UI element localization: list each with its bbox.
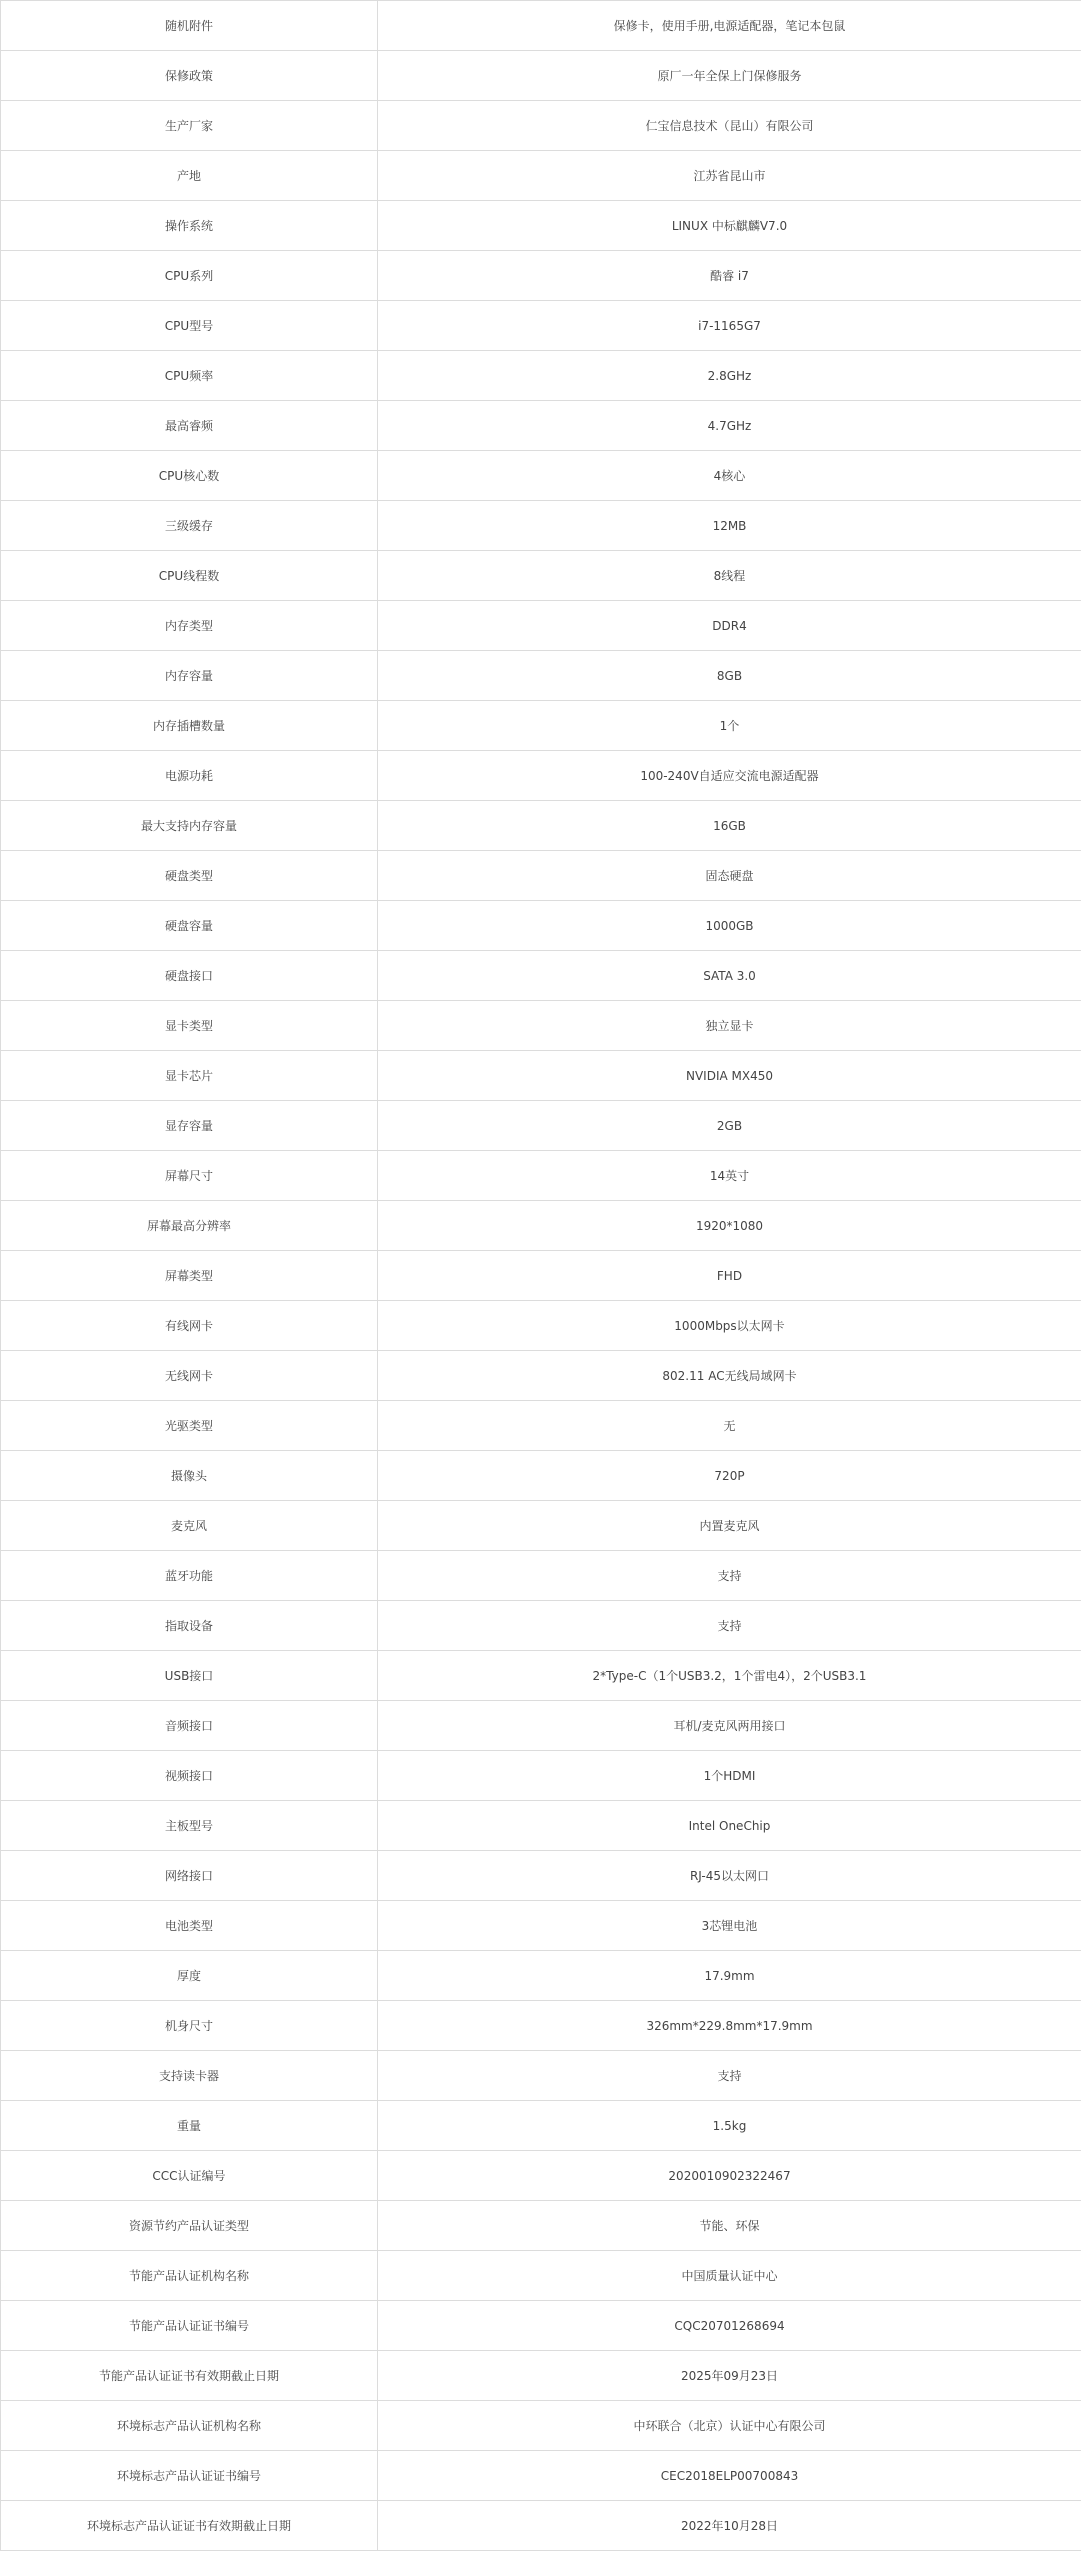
spec-table-body xyxy=(1,1,1081,2551)
table-row xyxy=(1,2251,1081,2301)
spec-value: NVIDIA MX450 xyxy=(378,1051,1081,1101)
table-row xyxy=(1,2401,1081,2451)
table-row xyxy=(1,401,1081,451)
spec-label: 屏幕尺寸 xyxy=(1,1151,378,1201)
spec-value: 3芯锂电池 xyxy=(378,1901,1081,1951)
spec-value: 2020010902322467 xyxy=(378,2151,1081,2201)
table-row xyxy=(1,1,1081,51)
table-row xyxy=(1,1451,1081,1501)
table-row xyxy=(1,1201,1081,1251)
spec-value: 8GB xyxy=(378,651,1081,701)
table-row xyxy=(1,351,1081,401)
spec-label: 节能产品认证证书编号 xyxy=(1,2301,378,2351)
spec-value: FHD xyxy=(378,1251,1081,1301)
spec-label: 环境标志产品认证机构名称 xyxy=(1,2401,378,2451)
table-row xyxy=(1,2051,1081,2101)
spec-label: 随机附件 xyxy=(1,1,378,51)
table-row xyxy=(1,1101,1081,1151)
table-row xyxy=(1,1501,1081,1551)
spec-value: 支持 xyxy=(378,1601,1081,1651)
table-row xyxy=(1,101,1081,151)
spec-label: 资源节约产品认证类型 xyxy=(1,2201,378,2251)
spec-label: 环境标志产品认证证书有效期截止日期 xyxy=(1,2501,378,2551)
spec-value: 2022年10月28日 xyxy=(378,2501,1081,2551)
spec-value: 1.5kg xyxy=(378,2101,1081,2151)
table-row xyxy=(1,1401,1081,1451)
table-row xyxy=(1,2001,1081,2051)
table-row xyxy=(1,651,1081,701)
table-row xyxy=(1,1851,1081,1901)
spec-value: 720P xyxy=(378,1451,1081,1501)
spec-value: 16GB xyxy=(378,801,1081,851)
table-row xyxy=(1,1551,1081,1601)
table-row xyxy=(1,1601,1081,1651)
table-row xyxy=(1,2201,1081,2251)
spec-label: 硬盘接口 xyxy=(1,951,378,1001)
spec-value: 酷睿 i7 xyxy=(378,251,1081,301)
spec-label: 最高睿频 xyxy=(1,401,378,451)
spec-label: 机身尺寸 xyxy=(1,2001,378,2051)
spec-value: 1000Mbps以太网卡 xyxy=(378,1301,1081,1351)
spec-value: 4.7GHz xyxy=(378,401,1081,451)
table-row xyxy=(1,751,1081,801)
spec-value: DDR4 xyxy=(378,601,1081,651)
spec-label: 操作系统 xyxy=(1,201,378,251)
spec-value: 江苏省昆山市 xyxy=(378,151,1081,201)
spec-value: 保修卡，使用手册,电源适配器，笔记本包鼠 xyxy=(378,1,1081,51)
table-row xyxy=(1,1801,1081,1851)
spec-label: 厚度 xyxy=(1,1951,378,2001)
table-row xyxy=(1,2301,1081,2351)
spec-label: 显卡类型 xyxy=(1,1001,378,1051)
spec-label: 最大支持内存容量 xyxy=(1,801,378,851)
table-row xyxy=(1,2151,1081,2201)
table-row xyxy=(1,2501,1081,2551)
spec-value: 2025年09月23日 xyxy=(378,2351,1081,2401)
table-row xyxy=(1,451,1081,501)
spec-label: 光驱类型 xyxy=(1,1401,378,1451)
spec-value: 支持 xyxy=(378,2051,1081,2101)
spec-value: 节能、环保 xyxy=(378,2201,1081,2251)
spec-label: 视频接口 xyxy=(1,1751,378,1801)
table-row xyxy=(1,1951,1081,2001)
spec-label: 节能产品认证机构名称 xyxy=(1,2251,378,2301)
table-row xyxy=(1,1651,1081,1701)
spec-value: 2.8GHz xyxy=(378,351,1081,401)
spec-label: 屏幕最高分辨率 xyxy=(1,1201,378,1251)
spec-value: 100-240V自适应交流电源适配器 xyxy=(378,751,1081,801)
table-row xyxy=(1,301,1081,351)
spec-label: 节能产品认证证书有效期截止日期 xyxy=(1,2351,378,2401)
spec-label: 重量 xyxy=(1,2101,378,2151)
spec-value: 4核心 xyxy=(378,451,1081,501)
spec-label: CPU系列 xyxy=(1,251,378,301)
spec-value: 326mm*229.8mm*17.9mm xyxy=(378,2001,1081,2051)
spec-label: 屏幕类型 xyxy=(1,1251,378,1301)
spec-value: 中环联合（北京）认证中心有限公司 xyxy=(378,2401,1081,2451)
spec-value: 支持 xyxy=(378,1551,1081,1601)
spec-value: RJ-45以太网口 xyxy=(378,1851,1081,1901)
table-row xyxy=(1,1351,1081,1401)
spec-value: 原厂一年全保上门保修服务 xyxy=(378,51,1081,101)
spec-label: 内存容量 xyxy=(1,651,378,701)
spec-value: 12MB xyxy=(378,501,1081,551)
table-row xyxy=(1,1901,1081,1951)
spec-value: CQC20701268694 xyxy=(378,2301,1081,2351)
table-row xyxy=(1,201,1081,251)
table-row xyxy=(1,1251,1081,1301)
table-row xyxy=(1,2101,1081,2151)
spec-value: 1个 xyxy=(378,701,1081,751)
spec-value: 独立显卡 xyxy=(378,1001,1081,1051)
spec-label: 三级缓存 xyxy=(1,501,378,551)
spec-value: 17.9mm xyxy=(378,1951,1081,2001)
spec-label: 麦克风 xyxy=(1,1501,378,1551)
table-row xyxy=(1,1001,1081,1051)
spec-value: 中国质量认证中心 xyxy=(378,2251,1081,2301)
spec-value: 无 xyxy=(378,1401,1081,1451)
spec-label: 音频接口 xyxy=(1,1701,378,1751)
spec-label: CPU线程数 xyxy=(1,551,378,601)
table-row xyxy=(1,801,1081,851)
spec-label: USB接口 xyxy=(1,1651,378,1701)
table-row xyxy=(1,251,1081,301)
spec-value: 8线程 xyxy=(378,551,1081,601)
table-row xyxy=(1,1751,1081,1801)
spec-label: 显卡芯片 xyxy=(1,1051,378,1101)
spec-label: 内存插槽数量 xyxy=(1,701,378,751)
spec-value: 2GB xyxy=(378,1101,1081,1151)
spec-label: 指取设备 xyxy=(1,1601,378,1651)
spec-value: 2*Type-C（1个USB3.2，1个雷电4），2个USB3.1 xyxy=(378,1651,1081,1701)
spec-value: 1920*1080 xyxy=(378,1201,1081,1251)
spec-label: 蓝牙功能 xyxy=(1,1551,378,1601)
table-row xyxy=(1,951,1081,1001)
spec-label: 摄像头 xyxy=(1,1451,378,1501)
spec-label: 主板型号 xyxy=(1,1801,378,1851)
spec-label: 有线网卡 xyxy=(1,1301,378,1351)
spec-label: 网络接口 xyxy=(1,1851,378,1901)
spec-label: 电源功耗 xyxy=(1,751,378,801)
table-row xyxy=(1,2451,1081,2501)
table-row xyxy=(1,1151,1081,1201)
table-row xyxy=(1,701,1081,751)
table-row xyxy=(1,1301,1081,1351)
spec-value: LINUX 中标麒麟V7.0 xyxy=(378,201,1081,251)
spec-label: CPU型号 xyxy=(1,301,378,351)
spec-label: CPU核心数 xyxy=(1,451,378,501)
spec-value: 耳机/麦克风两用接口 xyxy=(378,1701,1081,1751)
spec-value: 1个HDMI xyxy=(378,1751,1081,1801)
spec-value: 内置麦克风 xyxy=(378,1501,1081,1551)
spec-label: 显存容量 xyxy=(1,1101,378,1151)
table-row xyxy=(1,1701,1081,1751)
table-row xyxy=(1,51,1081,101)
spec-value: SATA 3.0 xyxy=(378,951,1081,1001)
spec-label: 支持读卡器 xyxy=(1,2051,378,2101)
spec-label: 生产厂家 xyxy=(1,101,378,151)
spec-label: 保修政策 xyxy=(1,51,378,101)
spec-label: 电池类型 xyxy=(1,1901,378,1951)
spec-label: 环境标志产品认证证书编号 xyxy=(1,2451,378,2501)
spec-label: 产地 xyxy=(1,151,378,201)
table-row xyxy=(1,151,1081,201)
spec-value: Intel OneChip xyxy=(378,1801,1081,1851)
table-row xyxy=(1,501,1081,551)
table-row xyxy=(1,601,1081,651)
table-row xyxy=(1,1051,1081,1101)
spec-value: 仁宝信息技术（昆山）有限公司 xyxy=(378,101,1081,151)
spec-value: 1000GB xyxy=(378,901,1081,951)
spec-value: i7-1165G7 xyxy=(378,301,1081,351)
table-row xyxy=(1,901,1081,951)
spec-label: 硬盘类型 xyxy=(1,851,378,901)
table-row xyxy=(1,551,1081,601)
spec-label: 硬盘容量 xyxy=(1,901,378,951)
spec-value: 14英寸 xyxy=(378,1151,1081,1201)
spec-label: 内存类型 xyxy=(1,601,378,651)
spec-label: CPU频率 xyxy=(1,351,378,401)
spec-label: CCC认证编号 xyxy=(1,2151,378,2201)
table-row xyxy=(1,2351,1081,2401)
spec-value: CEC2018ELP00700843 xyxy=(378,2451,1081,2501)
spec-label: 无线网卡 xyxy=(1,1351,378,1401)
spec-value: 固态硬盘 xyxy=(378,851,1081,901)
spec-value: 802.11 AC无线局域网卡 xyxy=(378,1351,1081,1401)
table-row xyxy=(1,851,1081,901)
